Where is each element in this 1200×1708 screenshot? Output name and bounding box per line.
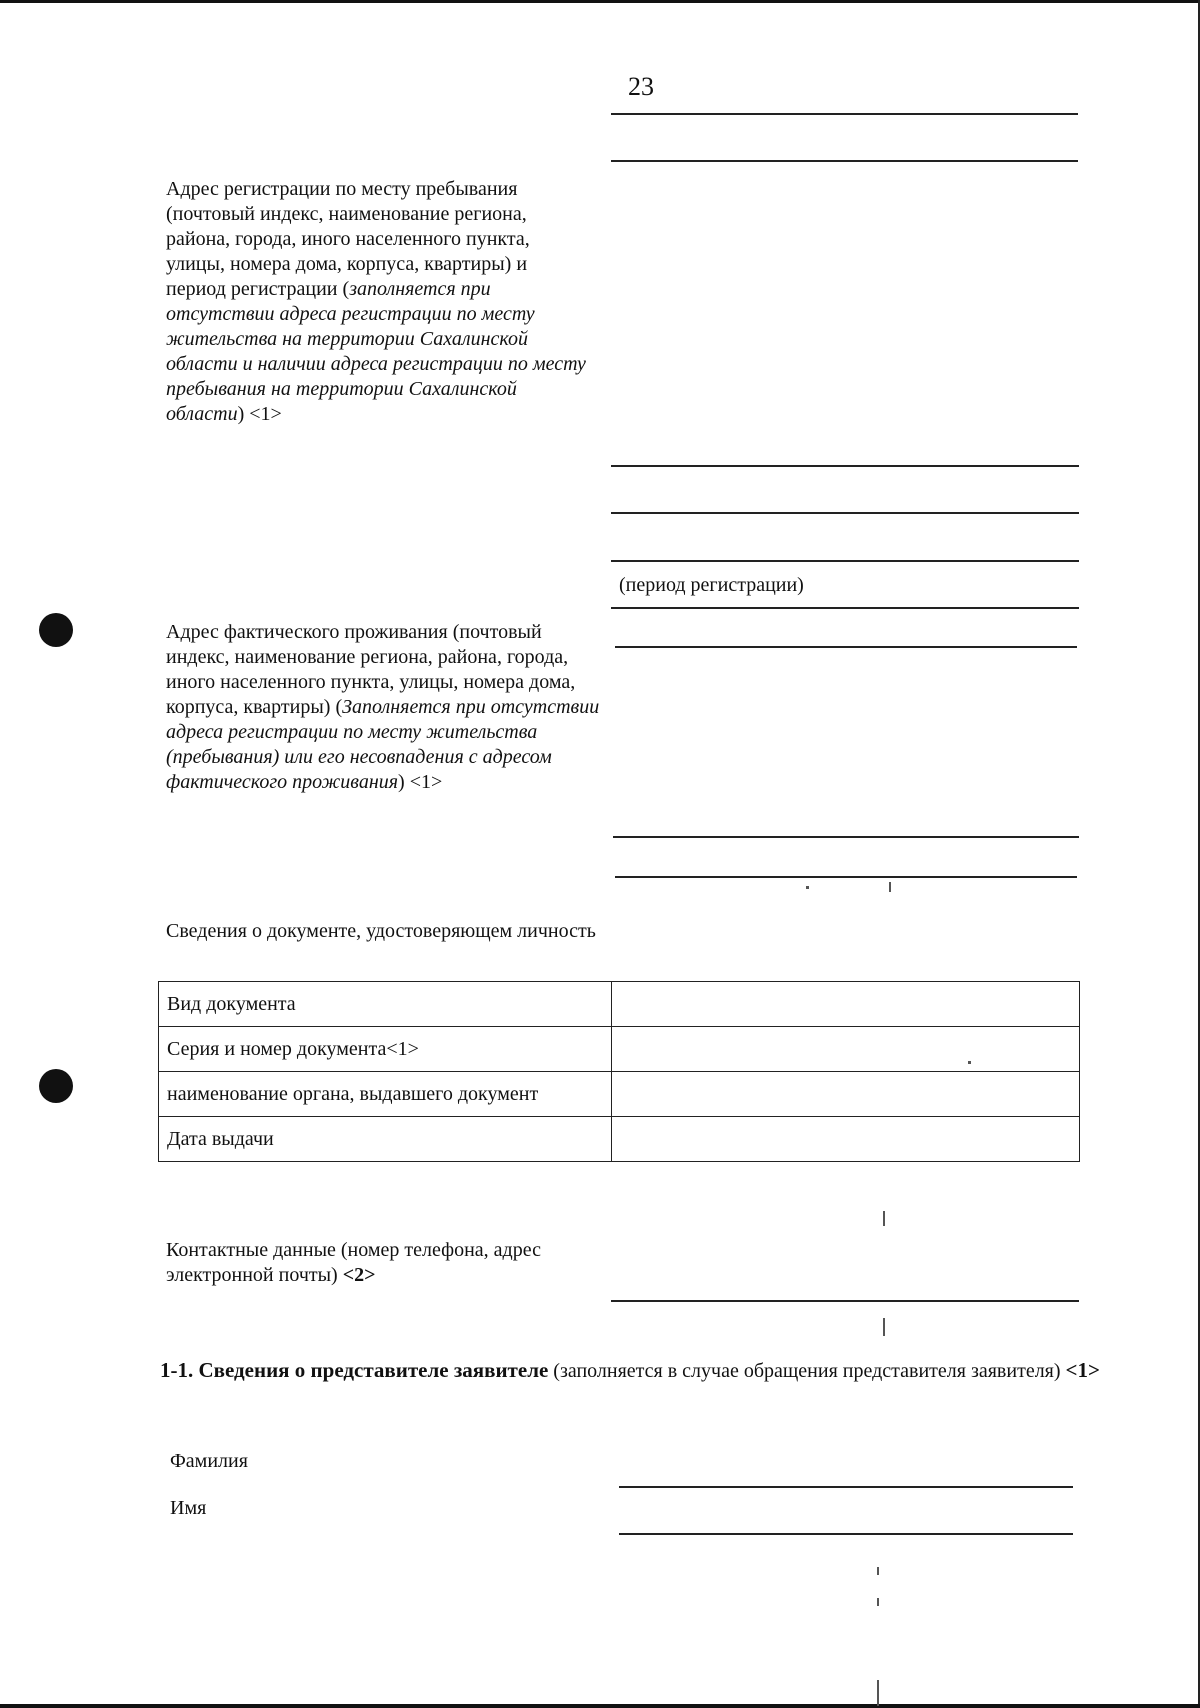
answer-line xyxy=(611,113,1078,115)
table-cell-label: Дата выдачи xyxy=(159,1117,612,1162)
actual-address-line[interactable] xyxy=(613,836,1079,838)
actual-address-line[interactable] xyxy=(615,646,1077,648)
scan-speck xyxy=(877,1598,879,1606)
scan-speck xyxy=(883,1318,885,1336)
contacts-text: Контактные данные (номер телефона, адрес электронной почты) xyxy=(166,1239,541,1286)
actual-address-label xyxy=(166,620,606,795)
scan-speck xyxy=(877,1680,879,1706)
document-type-field[interactable] xyxy=(612,982,1080,1027)
actual-address-note: Заполняется при отсутствии адреса регистрации по месту жительства (пребывания) или его несовпадения с адресом фактического проживания xyxy=(166,696,600,793)
table-cell-label: Серия и номер документа<1> xyxy=(159,1027,612,1072)
name-line[interactable] xyxy=(619,1533,1073,1535)
id-doc-title: Сведения о документе, удостоверяющем личность xyxy=(166,920,596,942)
section-subtitle: (заполняется в случае обращения представителя заявителя) xyxy=(548,1360,1066,1382)
table-cell-label: Вид документа xyxy=(159,982,612,1027)
id-document-table xyxy=(158,981,1080,1162)
scan-speck xyxy=(806,886,809,889)
stay-address-line[interactable] xyxy=(611,465,1079,467)
stay-address-lead: Адрес регистрации по месту пребывания (почтовый индекс, наименование региона, района, города, иного населенного пункта, улицы, номера дома, корпуса, квартиры) и период регистрации ( xyxy=(166,178,530,300)
document-number-field[interactable] xyxy=(612,1027,1080,1072)
punch-hole xyxy=(39,1069,73,1103)
actual-address-lead: Адрес фактического проживания (почтовый индекс, наименование региона, района, города, иного населенного пункта, улицы, номера дома, корпуса, квартиры) ( xyxy=(166,621,576,718)
table-cell-label: наименование органа, выдавшего документ xyxy=(159,1072,612,1117)
name-label: Имя xyxy=(170,1497,207,1519)
scan-frame-bottom xyxy=(0,1704,1200,1708)
answer-line xyxy=(611,607,1079,609)
scan-frame-top xyxy=(0,0,1200,3)
period-line[interactable] xyxy=(611,560,1079,562)
issue-date-field[interactable] xyxy=(612,1117,1080,1162)
page-number: 23 xyxy=(628,72,654,101)
stay-address-label xyxy=(166,177,586,427)
issuing-authority-field[interactable] xyxy=(612,1072,1080,1117)
actual-address-line[interactable] xyxy=(615,876,1077,878)
table-row xyxy=(159,982,1080,1027)
period-caption: (период регистрации) xyxy=(619,574,804,596)
contacts-line[interactable] xyxy=(611,1300,1079,1302)
section-title: 1-1. Сведения о представителе заявителе xyxy=(160,1358,549,1382)
contacts-note: <2> xyxy=(342,1264,376,1286)
scan-speck xyxy=(883,1211,885,1226)
stay-address-line[interactable] xyxy=(611,512,1079,514)
table-row xyxy=(159,1072,1080,1117)
stay-address-tail: ) <1> xyxy=(237,403,282,425)
section-note: <1> xyxy=(1065,1358,1100,1382)
scan-speck xyxy=(877,1567,879,1575)
table-row xyxy=(159,1117,1080,1162)
surname-label: Фамилия xyxy=(170,1450,248,1472)
actual-address-tail: ) <1> xyxy=(398,771,443,793)
contacts-label xyxy=(166,1238,596,1288)
punch-hole xyxy=(39,613,73,647)
scan-speck xyxy=(968,1061,971,1064)
surname-line[interactable] xyxy=(619,1486,1073,1488)
table-row xyxy=(159,1027,1080,1072)
section-1-1-heading xyxy=(160,1357,1100,1385)
answer-line xyxy=(611,160,1078,162)
scan-speck xyxy=(889,882,891,892)
stay-address-note: заполняется при отсутствии адреса регистрации по месту жительства на территории Сахалинской области и наличии адреса регистрации по месту пребывания на территории Сахалинской области xyxy=(166,278,586,425)
